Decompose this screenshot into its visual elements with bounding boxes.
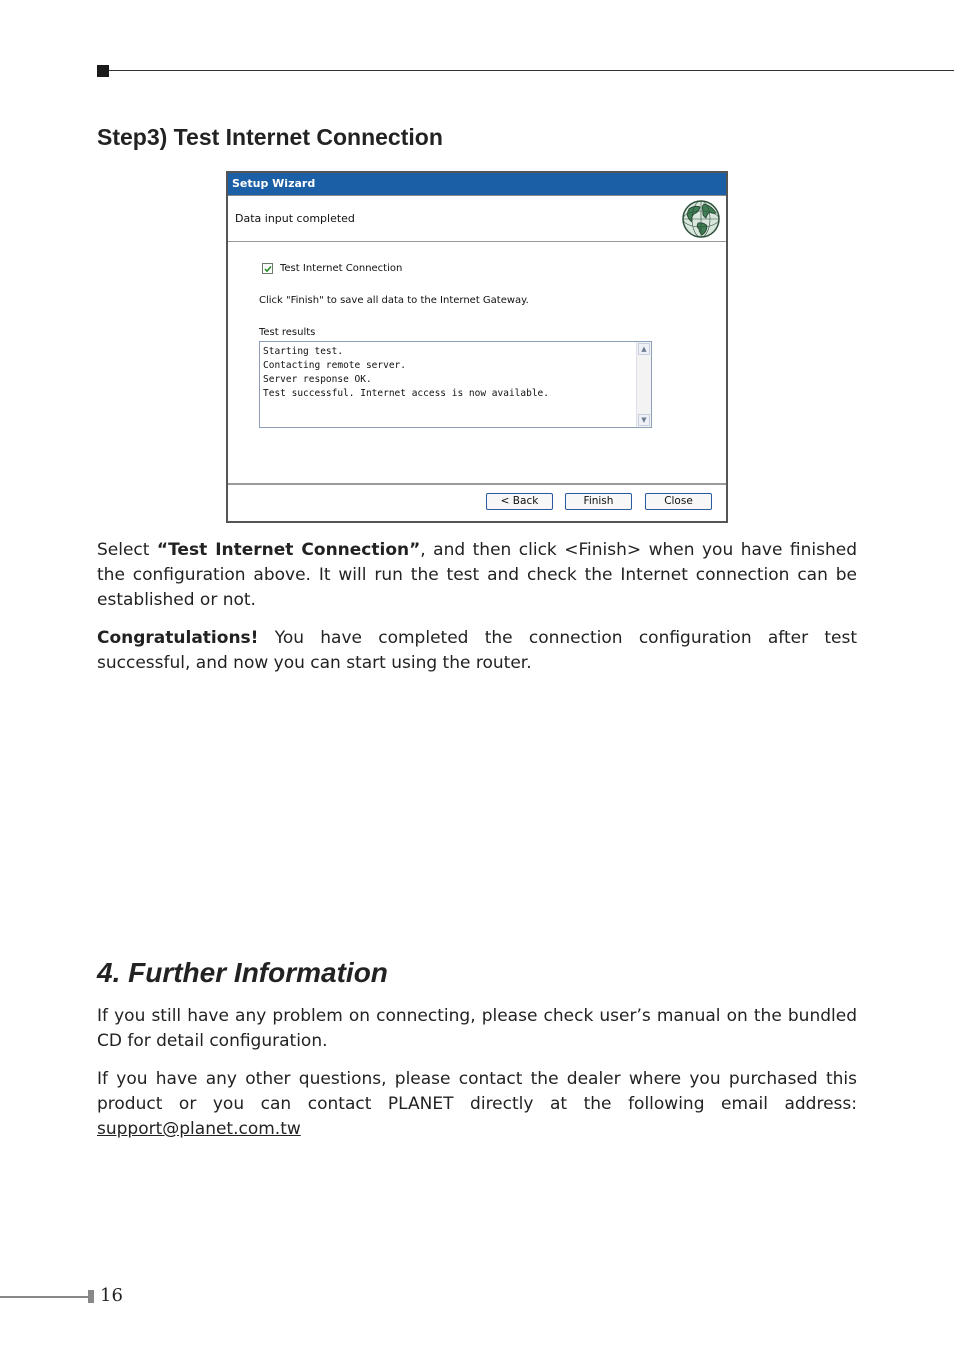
para4-text: If you have any other questions, please contact the dealer where you purchased this product or you can contact PLANET directly at the following email address: <box>97 1069 857 1114</box>
contact-paragraph <box>97 1067 857 1142</box>
select-instruction-paragraph <box>97 538 857 613</box>
wizard-button-bar <box>228 483 726 521</box>
wizard-body <box>228 242 726 482</box>
para1-rest: , and then click <Finish> when you have finished the configuration above. It will run the test and check the Internet connection can be established or not. <box>97 540 857 610</box>
congratulations-paragraph <box>97 626 857 676</box>
para2-bold: Congratulations! <box>97 628 259 648</box>
checkmark-icon <box>264 265 272 273</box>
test-results-text <box>263 345 549 401</box>
step-heading: Step3) Test Internet Connection <box>97 124 443 150</box>
finish-button[interactable]: Finish <box>565 493 632 510</box>
result-line: Test successful. Internet access is now available. <box>263 388 549 399</box>
header-square-marker <box>97 65 109 77</box>
section-heading: 4. Further Information <box>97 957 388 988</box>
test-results-textarea[interactable] <box>259 341 652 428</box>
wizard-header <box>228 196 726 242</box>
test-connection-label: Test Internet Connection <box>280 263 403 274</box>
wizard-header-text: Data input completed <box>235 212 355 225</box>
para1-lead: Select <box>97 540 157 560</box>
setup-wizard-window <box>226 171 728 523</box>
scroll-down-arrow-icon[interactable]: ▼ <box>638 414 650 426</box>
footer-rule <box>0 1296 88 1298</box>
header-rule <box>109 70 954 71</box>
finish-hint: Click "Finish" to save all data to the Internet Gateway. <box>259 295 529 306</box>
manual-paragraph: If you still have any problem on connecting, please check user’s manual on the bundled CD for detail configuration. <box>97 1006 857 1051</box>
back-button[interactable]: < Back <box>486 493 553 510</box>
result-line: Server response OK. <box>263 374 372 385</box>
para2-rest: You have completed the connection configuration after test successful, and now you can start using the router. <box>97 628 857 673</box>
footer-marker <box>88 1290 94 1303</box>
test-connection-option[interactable] <box>262 263 402 274</box>
support-email-link[interactable]: support@planet.com.tw <box>97 1119 301 1139</box>
page-number: 16 <box>100 1285 123 1306</box>
test-results-label: Test results <box>259 327 316 338</box>
close-button[interactable]: Close <box>645 493 712 510</box>
globe-icon <box>680 199 722 239</box>
result-line: Contacting remote server. <box>263 360 406 371</box>
results-scrollbar[interactable] <box>636 342 651 427</box>
result-line: Starting test. <box>263 346 344 357</box>
para1-bold: “Test Internet Connection” <box>156 540 421 560</box>
scroll-up-arrow-icon[interactable]: ▲ <box>638 343 650 355</box>
wizard-title-bar: Setup Wizard <box>228 173 726 196</box>
test-connection-checkbox[interactable] <box>262 263 273 274</box>
